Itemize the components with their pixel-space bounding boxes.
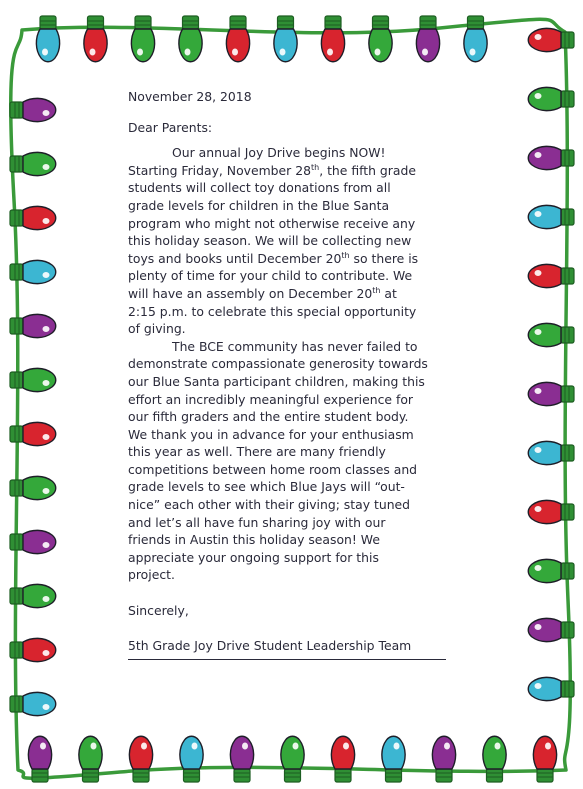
paragraph-text-segment: so there is plenty of time for your child to contribute. We will have an assembly on December 20 <box>128 250 419 301</box>
letter-signature: 5th Grade Joy Drive Student Leadership Team <box>128 637 412 653</box>
christmas-light-bulb-icon <box>528 500 574 523</box>
christmas-light-bulb-icon <box>528 205 574 228</box>
christmas-light-bulb-icon <box>274 16 297 62</box>
letter-date: November 28, 2018 <box>128 89 252 104</box>
christmas-light-bulb-icon <box>10 530 56 553</box>
christmas-light-bulb-icon <box>382 736 405 782</box>
christmas-light-bulb-icon <box>10 314 56 337</box>
christmas-light-bulb-icon <box>10 476 56 499</box>
christmas-light-bulb-icon <box>226 16 249 62</box>
signature-line <box>128 659 446 660</box>
christmas-light-bulb-icon <box>79 736 102 782</box>
christmas-light-bulb-icon <box>483 736 506 782</box>
christmas-light-bulb-icon <box>10 692 56 715</box>
christmas-light-bulb-icon <box>129 736 152 782</box>
christmas-light-bulb-icon <box>10 260 56 283</box>
ordinal-suffix: th <box>341 250 350 260</box>
christmas-light-bulb-icon <box>10 98 56 121</box>
christmas-light-bulb-icon <box>528 677 574 700</box>
letter-paragraph-1 <box>128 144 428 338</box>
christmas-light-bulb-icon <box>28 736 51 782</box>
christmas-light-bulb-icon <box>369 16 392 62</box>
christmas-light-bulb-icon <box>331 736 354 782</box>
christmas-light-bulb-icon <box>321 16 344 62</box>
christmas-light-bulb-icon <box>84 16 107 62</box>
letter-paragraph-2: The BCE community has never failed to demonstrate compassionate generosity towards our Blue Santa participant children, making this effort an incredibly meaningful experience for our fifth graders and the entire student body. We thank you in advance for your enthusiasm this year as well. There are many friendly competitions between home room classes and grade levels to see which Blue Jays will “out-nice” each other with their giving; stay tuned and let’s all have fun sharing joy with our friends in Austin this holiday season! We appreciate your ongoing support for this project. <box>128 338 428 583</box>
christmas-light-bulb-icon <box>528 323 574 346</box>
christmas-light-bulb-icon <box>230 736 253 782</box>
christmas-light-bulb-icon <box>528 146 574 169</box>
ordinal-suffix: th <box>310 162 320 172</box>
christmas-light-bulb-icon <box>10 422 56 445</box>
christmas-light-bulb-icon <box>180 736 203 782</box>
christmas-light-bulb-icon <box>528 87 574 110</box>
christmas-light-bulb-icon <box>10 152 56 175</box>
christmas-light-bulb-icon <box>281 736 304 782</box>
christmas-light-bulb-icon <box>10 206 56 229</box>
christmas-light-bulb-icon <box>10 638 56 661</box>
christmas-light-bulb-icon <box>464 16 487 62</box>
letter-closing: Sincerely, <box>128 603 189 619</box>
paragraph-text-segment: at 2:15 p.m. to celebrate this special opportunity of giving. <box>128 285 417 337</box>
paragraph-text-segment: , the fifth grade students will collect toy donations from all grade levels for children in the Blue Santa program who might not otherwise receive any this holiday season. We will be collecting new toys and books until December 20 <box>128 162 416 266</box>
christmas-light-bulb-icon <box>416 16 439 62</box>
letter-greeting: Dear Parents: <box>128 119 213 135</box>
letter <box>128 88 428 660</box>
christmas-light-bulb-icon <box>10 368 56 391</box>
paragraph-text-segment: Our annual Joy Drive begins NOW! Starting Friday, November 28 <box>128 145 386 178</box>
christmas-light-bulb-icon <box>533 736 556 782</box>
ordinal-suffix: th <box>372 285 381 295</box>
christmas-light-bulb-icon <box>432 736 455 782</box>
christmas-light-bulb-icon <box>179 16 202 62</box>
christmas-light-bulb-icon <box>528 28 574 51</box>
christmas-light-bulb-icon <box>131 16 154 62</box>
christmas-light-bulb-icon <box>528 441 574 464</box>
christmas-light-bulb-icon <box>528 618 574 641</box>
christmas-light-bulb-icon <box>528 559 574 582</box>
christmas-light-bulb-icon <box>36 16 59 62</box>
christmas-light-bulb-icon <box>10 584 56 607</box>
christmas-light-bulb-icon <box>528 382 574 405</box>
christmas-light-bulb-icon <box>528 264 574 287</box>
